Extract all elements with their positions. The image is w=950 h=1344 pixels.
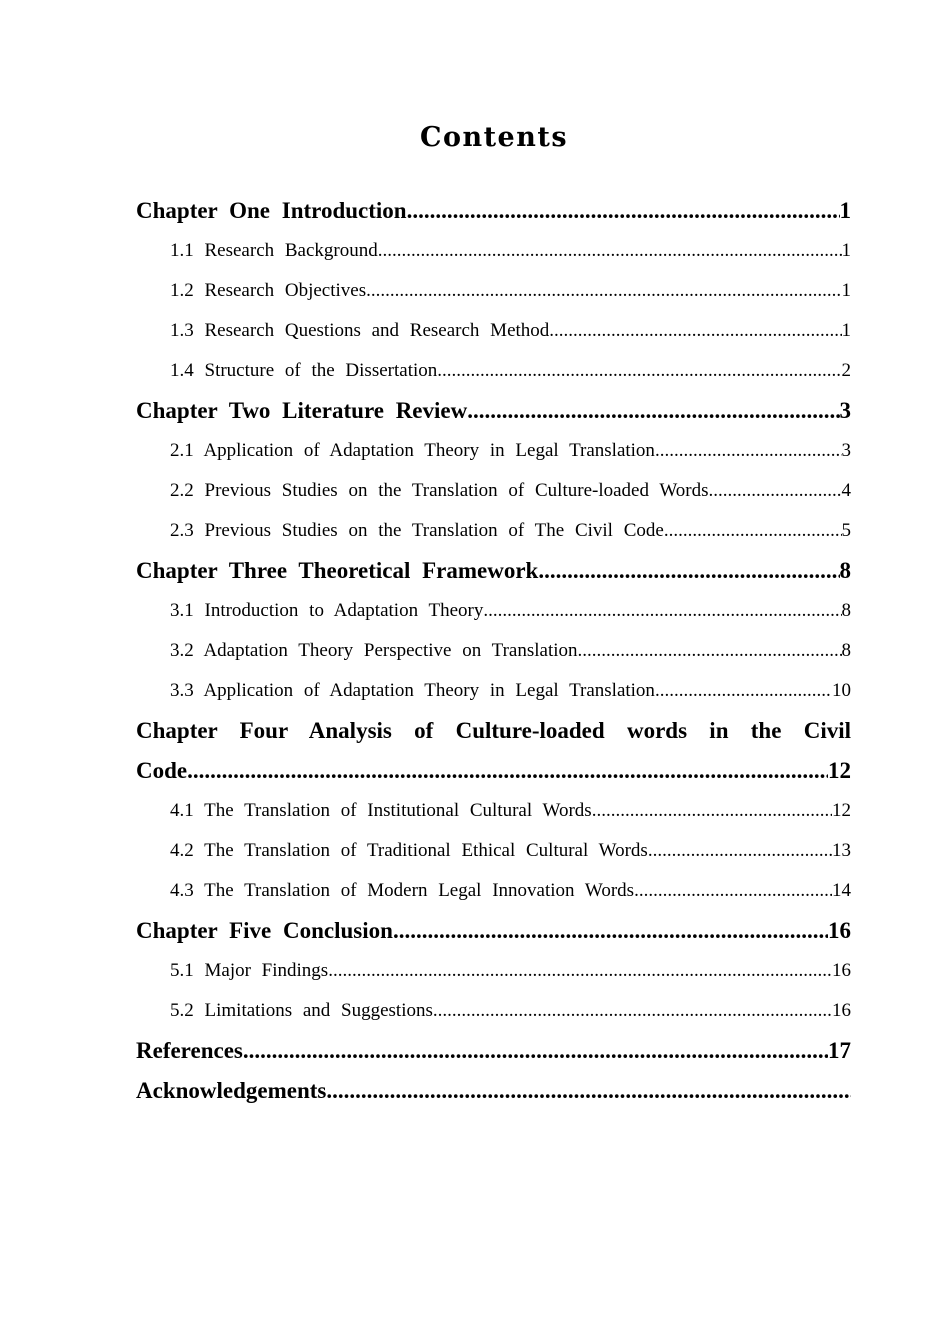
toc-entry-page-number: 3 [841,440,851,461]
toc-entry-title: 4.3 The Translation of Modern Legal Innovation Words [170,880,635,901]
toc-entry-page-number: 12 [832,800,851,821]
toc-leader-dots [655,671,832,711]
toc-entry-section[interactable] [136,871,851,911]
toc-entry-page-number: 1 [841,240,851,261]
toc-entry-section[interactable] [136,671,851,711]
toc-entry-page-number: 5 [841,520,851,541]
toc-entry-page-number: 17 [828,1038,851,1063]
toc-entry-page-number: 1 [841,320,851,341]
toc-entry-title: Chapter Two Literature Review [136,398,468,423]
toc-entry-title: Chapter Three Theoretical Framework [136,558,539,583]
toc-entry-page-number: 3 [839,398,851,423]
toc-entry-section[interactable] [136,951,851,991]
toc-entry-chapter[interactable] [136,551,851,591]
toc-entry-section[interactable] [136,351,851,391]
toc-entry-page-number: 12 [828,758,851,783]
toc-entry-title: Code [136,758,188,783]
toc-entry-chapter[interactable] [136,1031,851,1071]
toc-entry-chapter[interactable] [136,191,851,231]
toc-entry-page-number: 16 [832,1000,851,1021]
toc-entry-section[interactable] [136,511,851,551]
toc-entry-page-number: 16 [828,918,851,943]
toc-entry-section[interactable] [136,471,851,511]
toc-entry-title: 4.2 The Translation of Traditional Ethical Cultural Words [170,840,648,861]
toc-entry-title: Acknowledgements [136,1078,327,1103]
toc-entry-page-number: 8 [839,558,851,583]
toc-entry-section[interactable] [136,631,851,671]
toc-entry-title: 2.2 Previous Studies on the Translation of Culture-loaded Words [170,480,709,501]
toc-entry-page-number: 1 [839,198,851,223]
toc-leader-dots [433,991,832,1031]
toc-leader-dots [664,511,842,551]
toc-entry-page-number: 16 [832,960,851,981]
toc-leader-dots [483,591,841,631]
toc-entry-page-number: 2 [841,360,851,381]
toc-entry-section[interactable] [136,591,851,631]
toc-leader-dots [393,911,828,951]
toc-entry-title: 1.2 Research Objectives [170,280,367,301]
toc-entry-title: 2.1 Application of Adaptation Theory in Legal Translation [170,440,655,461]
toc-entry-chapter[interactable] [136,391,851,431]
toc-entry-chapter[interactable] [136,1071,851,1111]
toc-entry-page-number: 8 [841,600,851,621]
toc-leader-dots [467,391,839,431]
toc-entry-title: 4.1 The Translation of Institutional Cultural Words [170,800,592,821]
toc-entry-chapter[interactable] [136,711,851,751]
toc-leader-dots [634,871,832,911]
toc-entry-page-number: 14 [832,880,851,901]
toc-leader-dots [538,551,839,591]
toc-entry-chapter[interactable] [136,911,851,951]
toc-entry-title: Chapter Five Conclusion [136,918,393,943]
toc-entry-section[interactable] [136,311,851,351]
toc-entry-title: References [136,1038,243,1063]
toc-entry-section[interactable] [136,791,851,831]
toc-entry-section[interactable] [136,431,851,471]
toc-leader-dots [592,791,832,831]
table-of-contents [136,191,851,1111]
toc-entry-page-number: 1 [841,280,851,301]
toc-leader-dots [326,1071,851,1111]
toc-entry-section[interactable] [136,991,851,1031]
toc-leader-dots [709,471,842,511]
toc-entry-page-number: 13 [832,840,851,861]
page-title: Contents [419,122,569,153]
toc-entry-title: Chapter Four Analysis of Culture-loaded words in the Civil [136,718,851,743]
toc-entry-page-number: 10 [832,680,851,701]
toc-entry-title: 3.1 Introduction to Adaptation Theory [170,600,484,621]
toc-entry-section[interactable] [136,831,851,871]
toc-entry-title: 3.2 Adaptation Theory Perspective on Translation [170,640,578,661]
toc-leader-dots [437,351,841,391]
toc-entry-title: 2.3 Previous Studies on the Translation of The Civil Code [170,520,664,541]
toc-leader-dots [648,831,832,871]
toc-leader-dots [578,631,842,671]
toc-entry-title: 5.1 Major Findings [170,960,329,981]
toc-entry-title: 1.3 Research Questions and Research Method [170,320,550,341]
toc-entry-title: Chapter One Introduction [136,198,407,223]
toc-entry-section[interactable] [136,271,851,311]
toc-entry-chapter-continuation[interactable] [136,751,851,791]
toc-leader-dots [243,1031,828,1071]
toc-entry-title: 5.2 Limitations and Suggestions [170,1000,433,1021]
toc-leader-dots [655,431,842,471]
toc-leader-dots [328,951,832,991]
toc-leader-dots [378,231,842,271]
toc-entry-page-number: 4 [841,480,851,501]
toc-entry-title: 3.3 Application of Adaptation Theory in Legal Translation [170,680,655,701]
toc-leader-dots [187,751,828,791]
toc-entry-title: 1.4 Structure of the Dissertation [170,360,438,381]
toc-leader-dots [407,191,840,231]
toc-entry-title: 1.1 Research Background [170,240,378,261]
toc-leader-dots [549,311,841,351]
toc-leader-dots [366,271,841,311]
toc-entry-section[interactable] [136,231,851,271]
toc-entry-page-number: 8 [841,640,851,661]
